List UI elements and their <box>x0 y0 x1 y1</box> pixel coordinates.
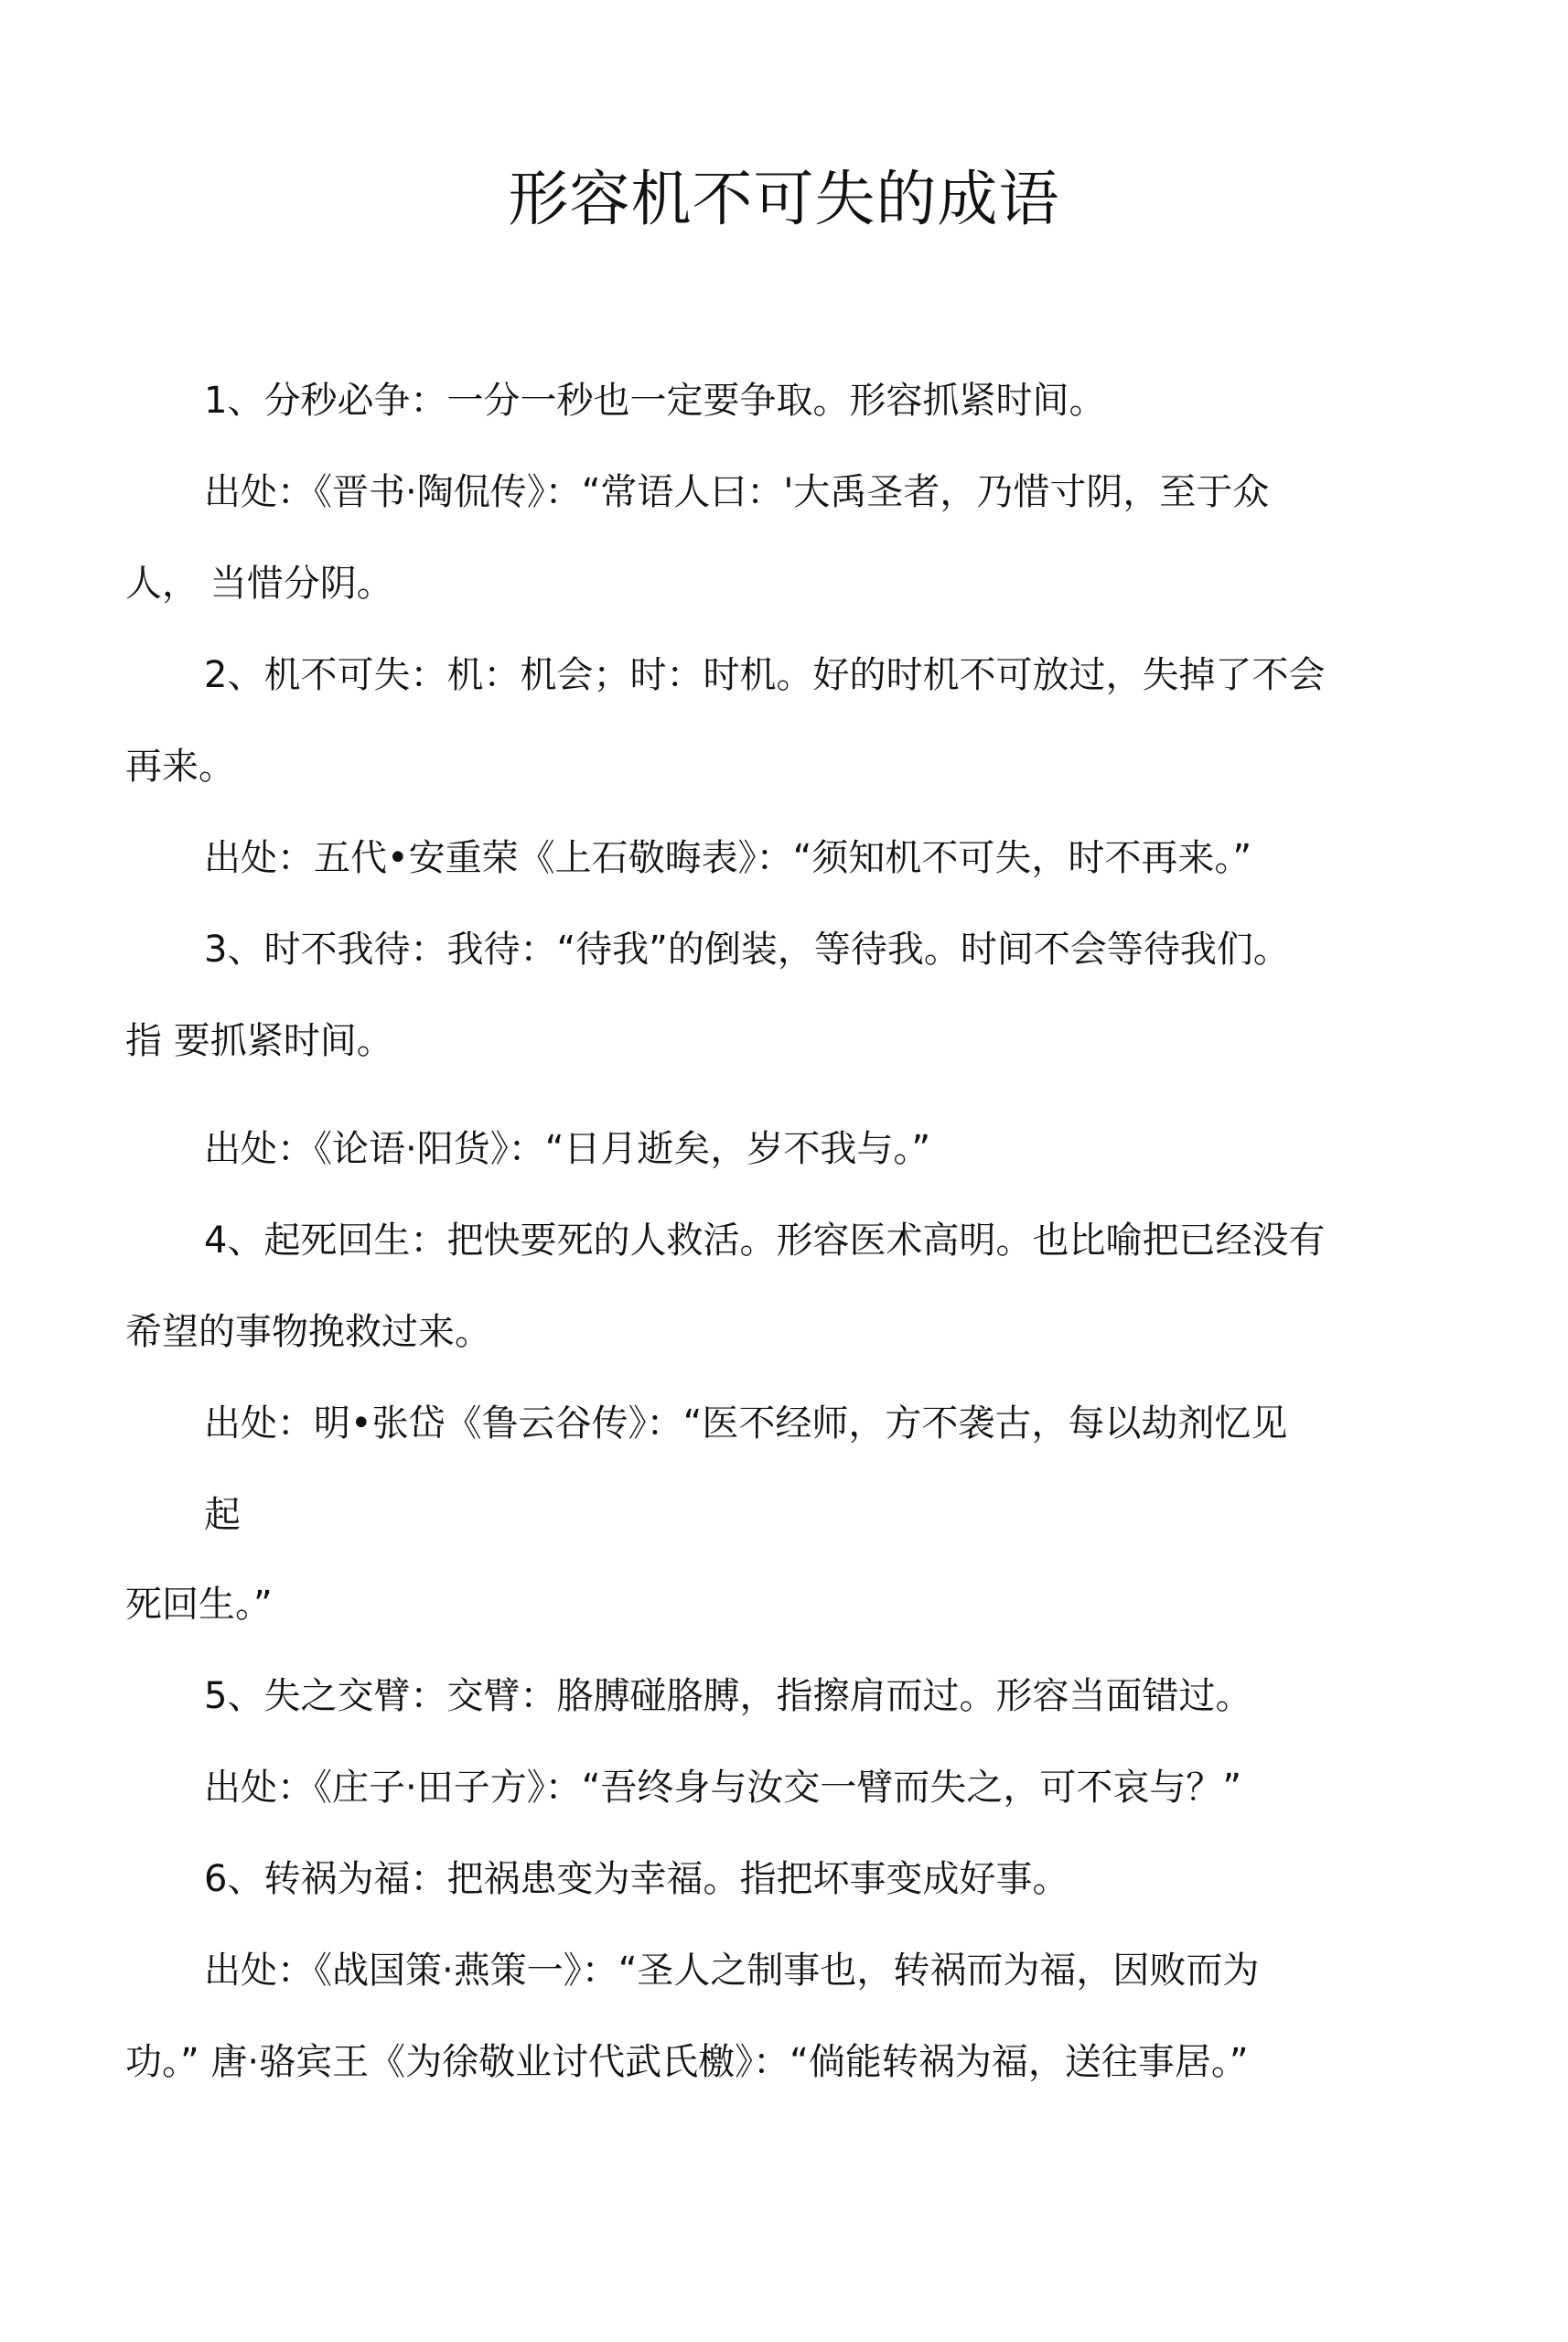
text-line-12: 出处：明•张岱《鲁云谷传》：“医不经师，方不袭古，每以劫剂忆见 <box>204 1402 1288 1445</box>
text-line-17: 6、转祸为福：把祸患变为幸福。指把坏事变成好事。 <box>204 1858 1069 1900</box>
text-line-18: 出处：《战国策·燕策一》：“圣人之制事也，转祸而为福，因败而为 <box>204 1950 1260 1992</box>
text-line-10: 4、起死回生：把快要死的人救活。形容医术高明。也比喻把已经没有 <box>204 1219 1326 1262</box>
text-line-5: 再来。 <box>125 746 235 788</box>
text-line-9: 出处：《论语·阳货》：“日月逝矣，岁不我与。” <box>204 1128 931 1170</box>
text-line-8: 指 要抓紧时间。 <box>125 1020 393 1062</box>
text-line-11: 希望的事物挽救过来。 <box>125 1311 491 1353</box>
document-title: 形容机不可失的成语 <box>508 164 1060 234</box>
text-line-16: 出处：《庄子·田子方》：“吾终身与汝交一臂而失之，可不哀与？” <box>204 1767 1242 1809</box>
text-line-13: 起 <box>204 1494 241 1536</box>
text-line-4: 2、机不可失：机：机会；时：时机。好的时机不可放过，失掉了不会 <box>204 654 1326 696</box>
text-line-7: 3、时不我待：我待：“待我”的倒装，等待我。时间不会等待我们。 <box>204 929 1290 971</box>
text-line-15: 5、失之交臂：交臂：胳膊碰胳膊，指擦肩而过。形容当面错过。 <box>204 1675 1252 1717</box>
text-line-2: 出处：《晋书·陶侃传》：“常语人曰：'大禹圣者，乃惜寸阴，至于众 <box>204 471 1270 513</box>
text-line-19: 功。” 唐·骆宾王《为徐敬业讨代武氏檄》：“倘能转祸为福，送往事居。” <box>125 2041 1249 2083</box>
text-line-14: 死回生。” <box>125 1584 273 1626</box>
text-line-1: 1、分秒必争：一分一秒也一定要争取。形容抓紧时间。 <box>204 380 1106 422</box>
text-line-6: 出处：五代•安重荣《上石敬晦表》：“须知机不可失，时不再来。” <box>204 837 1252 879</box>
text-line-3: 人， 当惜分阴。 <box>125 563 393 605</box>
